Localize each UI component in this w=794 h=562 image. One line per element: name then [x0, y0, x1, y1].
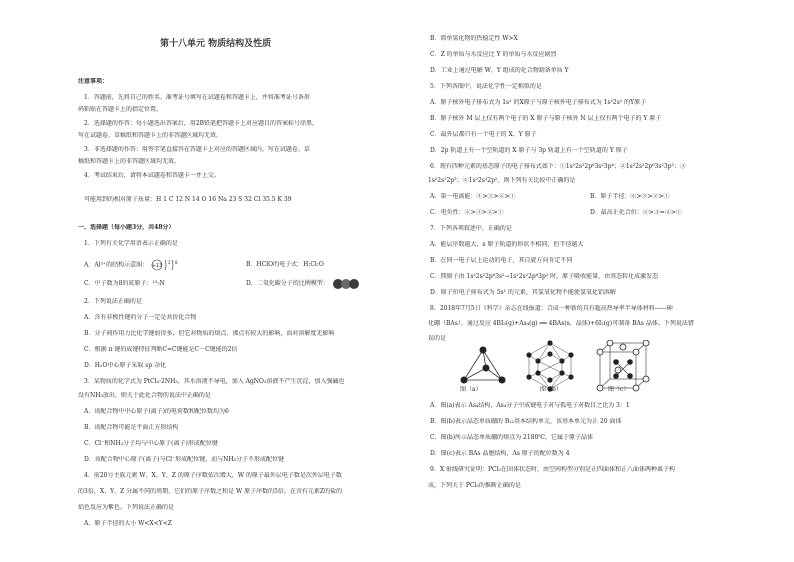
question-stem: 4．前20号主族元素 W、X、Y、Z 的原子序数依次增大，W 的原子最外层电子数是次外层电子数	[84, 472, 342, 479]
question-stem: 5．下列各图中，说法化学性一定相似的是	[430, 83, 542, 90]
option-d	[246, 276, 406, 292]
option-d: D．H₂O中心原子采取 sp 杂化	[84, 362, 167, 369]
option-c: C．镁原子由 1s²2s²2p⁶3s²→1s²2s²2p⁶3p² 时，原子吸收能量，由基态转化成激发态	[430, 273, 659, 280]
figure-caption: 图（a）	[460, 386, 482, 393]
question-stem: 没有NH₃放出，则关于此化合物的说法中正确的是	[78, 392, 211, 399]
notice-line: 2．选择题的作答：每小题选出答案后，用2B铅笔把答题卡上对应题目的答案标号涂黑，	[84, 120, 319, 127]
question-stem: 9．X 射线研究证明：PCl₅在固体状态时，由空间构型分别是正四面体和正八面体两种离子构	[430, 466, 675, 473]
co2-ball-model-icon	[331, 278, 361, 290]
option-b: B．图(b)表示晶态单质硼的 B₁₂基本结构单元，该基本单元为正 20 面体	[430, 418, 622, 425]
option-c: C．Z 的单质与水反应比 Y 的单质与水反应剧烈	[430, 51, 557, 58]
ion-structure-diagram-icon	[150, 258, 184, 272]
section-heading: 一、选择题（每小题3分，共48分）	[78, 224, 175, 231]
option-a: A．图(a)表示 As₄结构，As₄分子中成键电子对与孤电子对数目之比为 3：1	[430, 402, 630, 409]
figure-caption: 图（b）	[540, 386, 562, 393]
option-b: B．分子间作用力比化学键弱得多，但它对物质的熔点、沸点有较大的影响，而对溶解度无影响	[84, 330, 335, 337]
option-d: D．原子价电子排布式为 5s¹ 的元素，其氢氧化物不能使氢氧化铝溶解	[430, 289, 616, 296]
option-c: C．Cl⁻和NH₃分子均与中心原子(离子)形成配位键	[84, 440, 218, 447]
as4-tetrahedron-figure	[458, 346, 508, 388]
option-text: A．Al³⁺的结构示意图：	[84, 261, 149, 269]
option-d: D．该配合物中心原子(离子)与Cl⁻形成配位键，而与NH₃分子不形成配位键	[84, 456, 285, 463]
option-a: A．原子半径的大小 W<X<Y<Z	[84, 520, 172, 527]
option-text: D．二氧化碳分子的比例模型：	[246, 280, 329, 287]
atomic-masses: 可能用到的相对原子质量：H 1 C 12 N 14 O 16 Na 23 S 32 Cl 35.5 K 39	[84, 196, 292, 203]
figure-caption: 图（c）	[608, 386, 630, 393]
bas-unit-cell-figure	[596, 340, 650, 392]
option-a: A．原子核外电子排布式为 1s² 的X原子与原子核外电子排布式为 1s²2s² 的Y原子	[430, 99, 647, 106]
notice-line: 1．答题前，先将自己的姓名、准考证号填写在试题卷和答题卡上，并将准考证号条形	[84, 94, 310, 101]
question-stem: 1s²2s²2p³；④1s²2s²2p⁵。则下列有关比较中正确的是	[428, 177, 576, 184]
option-b: B．原子核外 M 层上仅有两个电子的 X 原子与原子核外 N 层上仅有两个电子的 Y 原子	[430, 115, 662, 122]
notice-line: 3．非选择题的作答：用签字笔直接答在答题卡上对应的答题区域内。写在试题卷、草	[84, 146, 310, 153]
option-a: A．能层序数越大，s 原子轨道的形状不相同，但半径越大	[430, 241, 584, 248]
option-d: D．最高正化合价：④>③=②>①	[590, 209, 682, 216]
option-c: C．中子数为8的氮原子：¹⁵₇N	[84, 280, 165, 287]
option-c: C．图(b)所示晶态单质硼的熔点为 2180℃，它属于原子晶体	[430, 434, 594, 441]
option-c: C．电负性：④>③>②>①	[430, 209, 504, 216]
question-stem: 误的是	[428, 335, 447, 342]
b12-icosahedron-figure	[522, 340, 578, 392]
question-stem: 2．下列说法正确的是	[84, 298, 142, 305]
question-stem: 6．现有四种元素的基态原子的电子排布式如下：①1s²2s²2p⁶3s²3p⁴；②1s²2s²2p⁶3s²3p³；③	[430, 163, 686, 170]
option-b: B．在同一电子层上运动的电子，其自旋方向肯定不同	[430, 257, 573, 264]
option-d: D．2p 轨道上有一个空轨道的 X 原子与 3p 轨道上有一个空轨道的 Y 原子	[430, 147, 628, 154]
question-stem: 7．下列各项叙述中，正确的是	[430, 225, 512, 232]
notice-line: 码粘贴在答题卡上的指定位置。	[78, 106, 163, 113]
question-stem: 8．2018年7月5日《科学》杂志在线报道：合成一种新的具有超高热导率半导体材料——砷	[430, 305, 673, 312]
notice-header: 注意事项：	[78, 78, 109, 85]
option-c: C．最外层都只有一个电子的 X、Y 原子	[430, 131, 537, 138]
question-stem: 焰色反应为紫色。下列说法正确的是	[78, 504, 175, 511]
option-b: B．HClO的电子式：H:Cl:O	[246, 261, 324, 268]
notice-line: 稿纸和答题卡上的非答题区域均无效。	[78, 158, 181, 165]
option-b: B．简单氢化物的热稳定性 W>X	[430, 35, 518, 42]
question-stem: 1．下列有关化学用语表示正确的是	[84, 240, 178, 247]
svg-text:8: 8	[175, 260, 178, 265]
question-stem: 的3倍，X、Y、Z 分属不同的周期，它们的原子序数之和是 W 原子序数的5倍。在含有元素Z的盐的	[78, 488, 343, 495]
question-stem: 成，下列关于 PCl₅的推断正确的是	[428, 482, 521, 489]
option-b: B．原子半径：④>③>②>①	[590, 193, 670, 200]
option-a: A．含有非极性键的分子一定是共价化合物	[84, 314, 197, 321]
svg-text:+13: +13	[151, 263, 163, 269]
option-a: A．该配合物中中心原子(离子)的电荷数和配位数均为6	[84, 408, 229, 415]
option-a	[84, 258, 214, 272]
notice-line: 写在试题卷、草稿纸和答题卡上的非答题区域均无效。	[78, 132, 223, 139]
question-stem: 3．某物质的化学式为 PtCl₄·2NH₃，其水溶液不导电，加入 AgNO₃溶液不产生沉淀，加入强碱也	[84, 378, 345, 385]
question-stem: 化硼（BAs）。通过反应 4BI₃(g)+As₄(g) ══ 4BAs(s，晶体)+6I₂(g)可制备 BAs 晶体。下列说法错	[428, 320, 694, 327]
option-b: B．该配合物可能是平面正方形结构	[84, 424, 179, 431]
option-d: D．工业上通过电解 W、Y 组成的化合物制备单质 Y	[430, 67, 569, 74]
option-c: C．根据 π 键的成键特征判断C=C键能是C－C键能的2倍	[84, 346, 238, 353]
option-a: A．第一电离能：④>③>②>①	[430, 193, 516, 200]
svg-text:2: 2	[168, 260, 171, 265]
option-d: D．图(c)表示 BAs 晶胞结构，As 原子的配位数为 4	[430, 450, 570, 457]
page-title: 第十八单元 物质结构及性质	[160, 39, 272, 49]
notice-line: 4．考试结束后，请将本试题卷和答题卡一并上交。	[84, 172, 220, 179]
